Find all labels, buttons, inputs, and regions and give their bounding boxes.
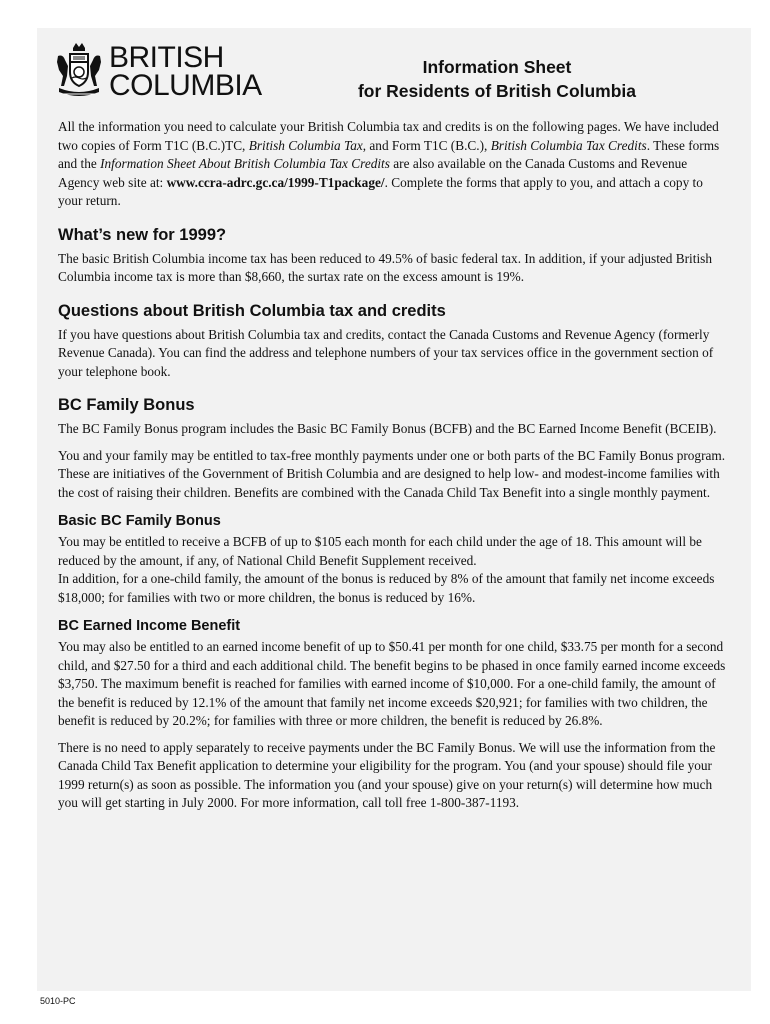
whats-new-heading: What’s new for 1999? [58,225,227,244]
intro-sheet-name: Information Sheet About British Columbia Tax Credits [100,156,390,171]
title-line-1: Information Sheet [422,57,572,77]
intro-form-name-2: British Columbia Tax Credits [490,137,647,153]
family-bonus-heading: BC Family Bonus [58,396,195,414]
basic-bonus-text-1: You may be entitled to receive a BCFB of up to $105 each month for each child under the age of 18. This amount will be reduced by the amount, if any, of National Child Benefit Supplement received. [58,534,702,568]
earned-income-heading: BC Earned Income Benefit [58,618,241,634]
family-bonus-paragraph-2: You and your family may be entitled to tax-free monthly payments under one or both parts of the BC Family Bonus program. These are initiatives of the Government of British Columbia and are designed to help low- and modest-income families with the cost of raising their children. Benefits are combined with the Canada Child Tax Benefit into a single monthly payment. [58,447,726,500]
intro-text-4: are also available on the Canada Customs and Revenue Agency web site at: [58,156,688,190]
title-line-2: for Residents of British Columbia [357,81,637,101]
basic-bonus-paragraph [58,533,730,607]
intro-text-2: , and Form T1C (B.C.), [362,137,491,153]
questions-paragraph: If you have questions about British Columbia tax and credits, contact the Canada Customs and Revenue Agency (formerly Revenue Canada). You can find the address and telephone numbers of your tax services office in the government section of your telephone book. [58,326,714,379]
intro-paragraph [58,118,730,211]
questions-heading: Questions about British Columbia tax and credits [58,301,446,320]
wordmark-line-1: BRITISH [109,41,224,74]
intro-text-5: . Complete the forms that apply to you, and attach a copy to your return. [58,174,703,208]
wordmark-line-2: COLUMBIA [109,69,262,102]
form-code: 5010-PC [40,996,76,1006]
family-bonus-paragraph-1: The BC Family Bonus program includes the Basic BC Family Bonus (BCFB) and the BC Earned Income Benefit (BCEIB). [58,421,717,436]
web-site-url: www.ccra-adrc.gc.ca/1999-T1package/ [166,174,385,190]
basic-bonus-text-2: In addition, for a one-child family, the amount of the bonus is reduced by 8% of the amount that family net income exceeds $18,000; for families with two or more children, the bonus is reduced by 16%. [58,571,715,605]
page-title [307,55,687,103]
bc-wordmark [109,41,262,102]
document-page [37,28,751,991]
intro-form-name-1: British Columbia Tax [248,137,363,153]
earned-income-paragraph-1: You may also be entitled to an earned income benefit of up to $50.41 per month for one child, $33.75 per month for a second child, and $27.50 for a third and each additional child. The benefit begins to be phased in once family earned income exceeds $3,750. The maximum benefit is reached for families with earned income of $10,000. For a one-child family, the amount of the benefit is reduced by 12.1% of the amount that family net income exceeds $20,921; for families with two children, the benefit is reduced by 20.2%; for families with three or more children, the benefit is reduced by 26.8%. [58,639,726,728]
page-header [37,28,751,118]
bc-crest-icon [55,42,103,102]
intro-text-1: All the information you need to calculate your British Columbia tax and credits is on the following pages. We have included two copies of Form T1C (B.C.)TC, [58,119,719,153]
intro-text-3: . These forms and the [58,137,720,171]
document-body [58,118,730,821]
earned-income-paragraph-2: There is no need to apply separately to receive payments under the BC Family Bonus. We will use the information from the Canada Child Tax Benefit application to determine your eligibility for the program. You (and your spouse) should file your 1999 return(s) as soon as possible. The information you (and your spouse) give on your return(s) will determine how much you will get starting in July 2000. For more information, call toll free 1-800-387-1193. [58,739,716,810]
basic-bonus-heading: Basic BC Family Bonus [58,513,221,529]
whats-new-paragraph: The basic British Columbia income tax has been reduced to 49.5% of basic federal tax. In addition, if your adjusted British Columbia income tax is more than $8,660, the surtax rate on the excess amount is 19%. [58,250,712,284]
